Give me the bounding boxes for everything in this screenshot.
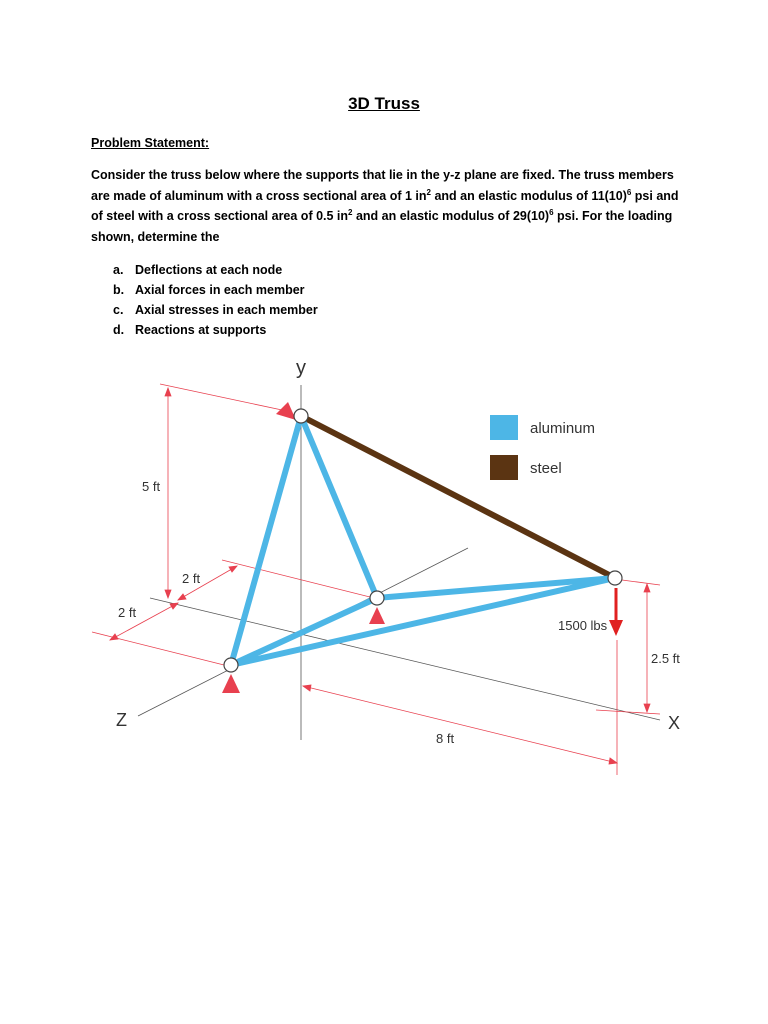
paragraph-text-1: Consider the truss below where the supports that lie in the y-z plane are fixed. The truss members are made of aluminum with a cross sectional area of 1 in [91,168,674,203]
superscript-4: 6 [549,207,554,217]
dim-tip-height-label: 2.5 ft [651,651,680,666]
list-item-text: Reactions at supports [135,323,267,337]
dim-extension-top [160,384,282,410]
paragraph-text-5: psi. For the loading shown, determine the [91,209,673,244]
paragraph-text-4: and an elastic modulus of 29(10) [352,209,550,223]
dim-height-label: 5 ft [142,479,161,494]
dim-arrowhead [303,685,311,691]
aluminum-member [231,416,301,665]
dim-extension-tip-top [622,580,660,585]
paragraph-text-2: and an elastic modulus of 11(10) [430,188,627,203]
page-title: 3D Truss [348,94,420,113]
node-front [224,658,238,672]
list-marker: c. [113,303,124,317]
list-item-text: Axial forces in each member [135,283,305,297]
x-axis-label: X [668,713,681,733]
y-axis-label: y [296,357,306,379]
dim-extension-tip-bottom [596,710,660,714]
node-tip [608,571,622,585]
support-front [222,674,240,693]
legend-label-aluminum: aluminum [530,420,596,437]
dim-arrowhead [178,594,186,600]
legend-swatch-aluminum [490,415,518,440]
support-top [276,402,296,420]
list-marker: d. [113,323,125,337]
load-arrow [609,588,623,636]
z-axis-label: Z [116,710,127,730]
dim-arrowhead [644,584,650,592]
node-back [370,591,384,605]
aluminum-member [231,598,377,665]
support-back [369,607,385,624]
superscript-2: 6 [626,187,632,197]
steel-member [301,416,615,578]
dim-arrowhead [165,388,171,396]
dim-arrowhead [229,566,237,572]
dim-depth-front-label: 2 ft [118,605,137,620]
load-arrowhead [609,620,623,636]
dim-depth-back-label: 2 ft [182,571,201,586]
list-item-text: Deflections at each node [135,263,283,277]
figure-labels [116,357,680,746]
dim-arrowhead [170,603,178,609]
dim-length-line [303,686,617,763]
dim-arrowhead [609,758,617,764]
node-top [294,409,308,423]
dim-length-label: 8 ft [436,731,455,746]
legend-swatch-steel [490,455,518,480]
load-label: 1500 lbs [558,618,608,633]
list-marker: a. [113,263,124,277]
list-item-text: Axial stresses in each member [135,303,318,317]
aluminum-member [301,416,377,598]
legend-label-steel: steel [530,460,562,477]
superscript-1: 2 [426,187,431,197]
superscript-3: 2 [348,207,353,217]
section-heading: Problem Statement: [91,136,210,150]
list-marker: b. [113,283,125,297]
legend [490,415,595,480]
dim-arrowhead [165,590,171,598]
dim-extension-back-top [222,560,382,600]
paragraph-text-3: psi and of steel with a cross sectional area of 0.5 in [91,188,679,223]
dim-arrowhead [644,704,650,712]
